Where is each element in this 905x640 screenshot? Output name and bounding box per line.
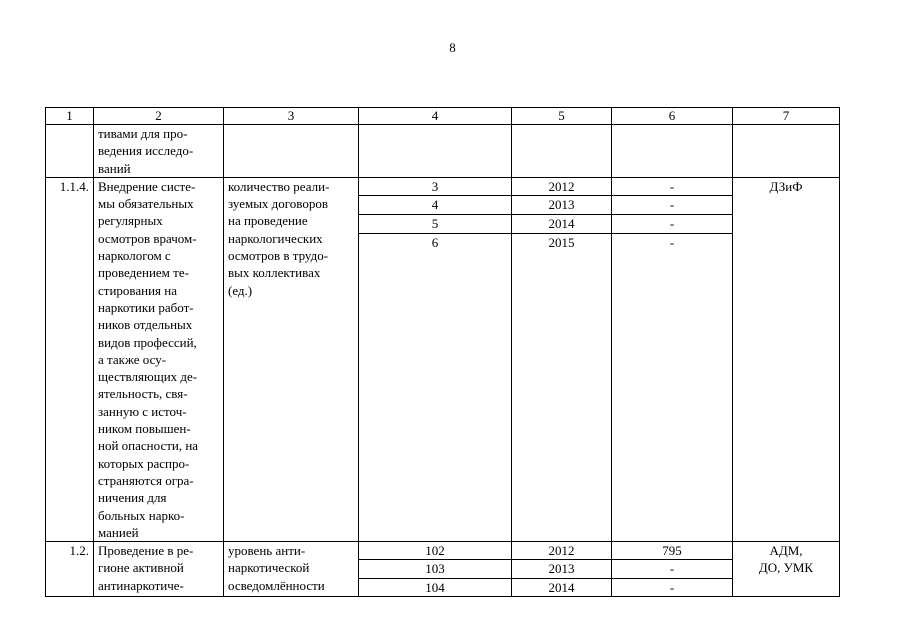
measure-line: ваний	[98, 160, 131, 176]
actual-cell: -	[612, 233, 733, 251]
header-col-1: 1	[46, 108, 94, 125]
measure-line: ведения исследо-	[98, 143, 194, 159]
measure-line: наркологом с	[98, 248, 171, 264]
responsible-cell: ДЗиФ	[733, 177, 840, 541]
measure-line: осмотров врачом-	[98, 230, 197, 246]
indicator-line: количество реали-	[228, 178, 330, 194]
filler-cell	[612, 251, 733, 542]
year-cell: 2012	[512, 177, 612, 196]
page-number: 8	[449, 40, 456, 55]
year-cell: 2013	[512, 196, 612, 215]
indicator-line: наркологических	[228, 230, 323, 246]
plan-table	[45, 107, 840, 597]
measure-line: Внедрение систе-	[98, 178, 196, 194]
measure-line: страняются огра-	[98, 472, 194, 488]
indicator-line: уровень анти-	[228, 543, 306, 559]
year-cell: 2014	[512, 578, 612, 596]
table-row-1-2	[46, 542, 840, 560]
actual-cell: -	[612, 560, 733, 578]
responsible-line: ДО, УМК	[758, 560, 814, 576]
value-cell: 104	[359, 578, 512, 596]
continuation-num-cell	[46, 125, 94, 178]
table-row-continuation	[46, 125, 840, 178]
actual-cell: -	[612, 177, 733, 196]
header-col-6: 6	[612, 108, 733, 125]
measure-cell	[94, 542, 224, 597]
measure-line: которых распро-	[98, 455, 190, 471]
year-cell: 2014	[512, 214, 612, 233]
year-cell: 2015	[512, 233, 612, 251]
value-cell: 4	[359, 196, 512, 215]
continuation-indicator-cell	[224, 125, 359, 178]
year-cell: 2013	[512, 560, 612, 578]
measure-line: проведением те-	[98, 265, 189, 281]
measure-line: занную с источ-	[98, 403, 187, 419]
value-cell: 3	[359, 177, 512, 196]
indicator-line: зуемых договоров	[228, 196, 328, 212]
responsible-cell	[733, 542, 840, 597]
measure-line: Проведение в ре-	[98, 543, 194, 559]
indicator-cell	[224, 542, 359, 597]
actual-cell: -	[612, 214, 733, 233]
value-cell: 6	[359, 233, 512, 251]
measure-line: гионе активной	[98, 560, 184, 576]
year-cell: 2012	[512, 542, 612, 560]
header-col-2: 2	[94, 108, 224, 125]
row-number: 1.2.	[46, 542, 94, 597]
value-cell: 5	[359, 214, 512, 233]
filler-cell	[359, 251, 512, 542]
header-col-7: 7	[733, 108, 840, 125]
measure-line: тивами для про-	[98, 126, 188, 141]
continuation-col4-cell	[359, 125, 512, 178]
value-cell: 102	[359, 542, 512, 560]
measure-line: ществляющих де-	[98, 369, 198, 385]
measure-line: манией	[98, 524, 139, 540]
continuation-measure-cell	[94, 125, 224, 178]
measure-line: регулярных	[98, 213, 163, 229]
measure-line: видов профессий,	[98, 334, 197, 350]
table-header-row	[46, 108, 840, 125]
actual-cell: -	[612, 578, 733, 596]
responsible-line: АДМ,	[769, 543, 803, 559]
measure-line: наркотики работ-	[98, 299, 194, 315]
continuation-col5-cell	[512, 125, 612, 178]
measure-line: а также осу-	[98, 351, 167, 367]
value-cell: 103	[359, 560, 512, 578]
filler-cell	[512, 251, 612, 542]
row-number: 1.1.4.	[46, 177, 94, 541]
indicator-line: (ед.)	[228, 282, 253, 298]
indicator-line: на проведение	[228, 213, 308, 229]
measure-line: ятельность, свя-	[98, 386, 188, 402]
continuation-col7-cell	[733, 125, 840, 178]
measure-line: стирования на	[98, 282, 178, 298]
measure-line: ной опасности, на	[98, 438, 199, 454]
measure-line: ничения для	[98, 490, 167, 506]
measure-cell	[94, 177, 224, 541]
header-col-5: 5	[512, 108, 612, 125]
measure-line: мы обязательных	[98, 196, 194, 212]
header-col-3: 3	[224, 108, 359, 125]
table-row-1-1-4	[46, 177, 840, 196]
actual-cell: -	[612, 196, 733, 215]
indicator-line: осмотров в трудо-	[228, 248, 329, 264]
indicator-line: осведомлённости	[228, 577, 325, 593]
measure-line: ников отдельных	[98, 317, 193, 333]
continuation-col6-cell	[612, 125, 733, 178]
actual-cell: 795	[612, 542, 733, 560]
measure-line: ником повышен-	[98, 421, 191, 437]
measure-line: больных нарко-	[98, 507, 185, 523]
indicator-cell	[224, 177, 359, 541]
indicator-line: вых коллективах	[228, 265, 321, 281]
header-col-4: 4	[359, 108, 512, 125]
measure-line: антинаркотиче-	[98, 577, 184, 593]
indicator-line: наркотической	[228, 560, 310, 576]
